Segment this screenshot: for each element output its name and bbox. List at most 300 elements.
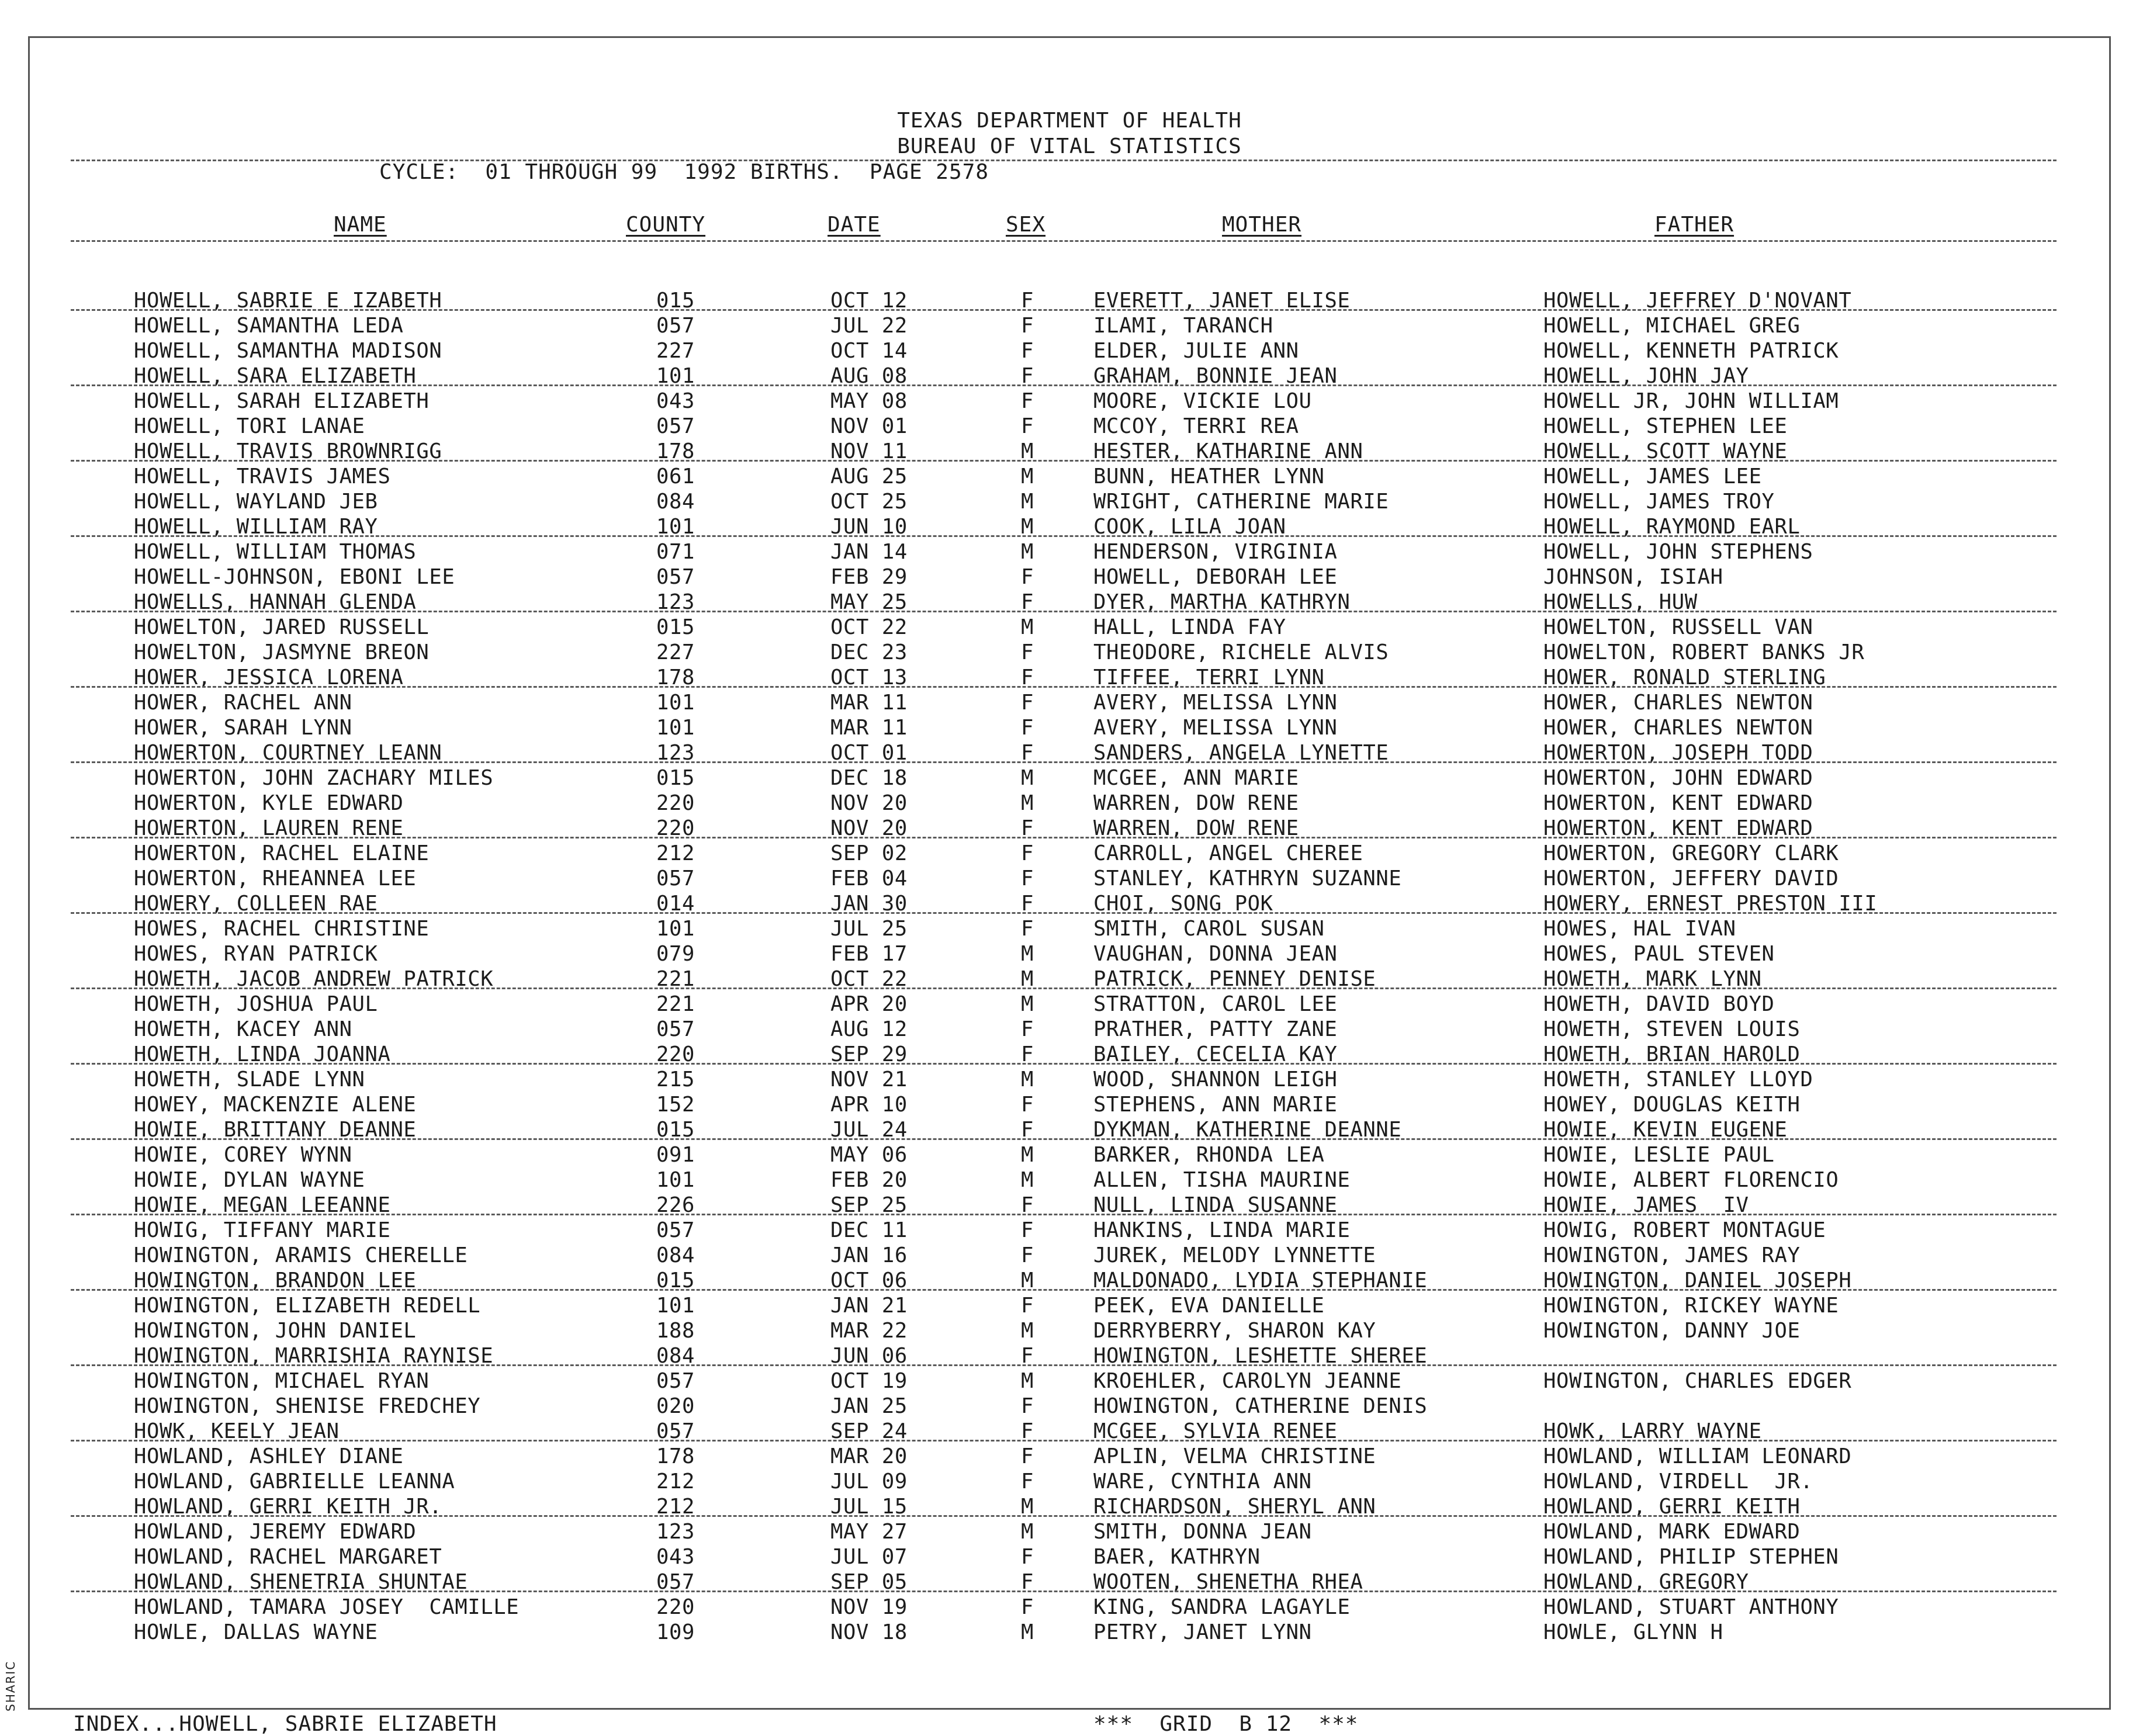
table-row	[30, 1042, 2109, 1067]
cell-father: HOWEY, DOUGLAS KEITH	[1543, 1093, 1801, 1117]
cell-father: HOWELTON, ROBERT BANKS JR	[1543, 640, 1865, 664]
cell-county: 178	[656, 1444, 695, 1468]
cell-father: HOWK, LARRY WAYNE	[1543, 1419, 1762, 1443]
cell-sex: F	[1021, 892, 1034, 916]
cell-father: HOWELL JR, JOHN WILLIAM	[1543, 389, 1839, 413]
cell-name: HOWLAND, JEREMY EDWARD	[134, 1520, 417, 1544]
cell-date: OCT 19	[830, 1369, 908, 1393]
cell-county: 227	[656, 640, 695, 664]
cell-county: 084	[656, 1344, 695, 1368]
column-header-mother: MOTHER	[1222, 213, 1302, 237]
table-row	[30, 866, 2109, 891]
cell-name: HOWK, KEELY JEAN	[134, 1419, 340, 1443]
cell-sex: F	[1021, 339, 1034, 363]
cell-mother: DYER, MARTHA KATHRYN	[1093, 590, 1351, 614]
table-row	[30, 992, 2109, 1017]
table-row	[30, 1017, 2109, 1042]
cell-sex: F	[1021, 1093, 1034, 1117]
cell-father: HOWIE, LESLIE PAUL	[1543, 1143, 1775, 1167]
cell-father: HOWLAND, WILLIAM LEONARD	[1543, 1444, 1852, 1468]
table-row	[30, 891, 2109, 916]
cell-mother: NULL, LINDA SUSANNE	[1093, 1193, 1338, 1217]
cell-father: HOWLAND, GREGORY	[1543, 1570, 1749, 1594]
cell-mother: AVERY, MELISSA LYNN	[1093, 691, 1338, 715]
cell-date: JUL 22	[830, 314, 908, 338]
cell-date: SEP 25	[830, 1193, 908, 1217]
cell-father: HOWLAND, STUART ANTHONY	[1543, 1595, 1839, 1619]
cell-sex: M	[1021, 942, 1034, 966]
cell-date: JAN 25	[830, 1394, 908, 1418]
cell-name: HOWELLS, HANNAH GLENDA	[134, 590, 417, 614]
cell-date: MAY 25	[830, 590, 908, 614]
table-row	[30, 1368, 2109, 1394]
cell-county: 101	[656, 1294, 695, 1318]
cell-date: OCT 22	[830, 967, 908, 991]
cell-sex: F	[1021, 1394, 1034, 1418]
cell-county: 220	[656, 791, 695, 815]
cell-county: 109	[656, 1620, 695, 1644]
cell-sex: M	[1021, 791, 1034, 815]
cell-county: 220	[656, 1042, 695, 1066]
cell-mother: AVERY, MELISSA LYNN	[1093, 716, 1338, 740]
cell-father: HOWERTON, GREGORY CLARK	[1543, 841, 1839, 865]
cell-mother: ILAMI, TARANCH	[1093, 314, 1273, 338]
cell-mother: STRATTON, CAROL LEE	[1093, 992, 1338, 1016]
cell-date: DEC 18	[830, 766, 908, 790]
cell-name: HOWERTON, COURTNEY LEANN	[134, 741, 442, 765]
cell-county: 057	[656, 1419, 695, 1443]
cell-county: 057	[656, 414, 695, 438]
cell-sex: M	[1021, 1068, 1034, 1092]
cell-mother: SMITH, CAROL SUSAN	[1093, 917, 1325, 941]
cell-mother: HESTER, KATHARINE ANN	[1093, 439, 1363, 463]
cell-name: HOWELL, TORI LANAE	[134, 414, 365, 438]
cell-father: HOWETH, DAVID BOYD	[1543, 992, 1775, 1016]
cell-mother: BAILEY, CECELIA KAY	[1093, 1042, 1338, 1066]
cell-date: DEC 11	[830, 1218, 908, 1242]
cell-name: HOWLE, DALLAS WAYNE	[134, 1620, 378, 1644]
cell-county: 212	[656, 1470, 695, 1494]
cell-name: HOWLAND, TAMARA JOSEY CAMILLE	[134, 1595, 520, 1619]
cell-date: MAR 22	[830, 1319, 908, 1343]
cell-sex: F	[1021, 1218, 1034, 1242]
cell-father: HOWETH, STANLEY LLOYD	[1543, 1068, 1813, 1092]
column-header-name: NAME	[334, 213, 387, 237]
cell-sex: F	[1021, 1243, 1034, 1267]
cell-name: HOWLAND, SHENETRIA SHUNTAE	[134, 1570, 468, 1594]
cell-sex: M	[1021, 490, 1034, 514]
department-title: TEXAS DEPARTMENT OF HEALTH	[897, 109, 1242, 133]
cell-county: 020	[656, 1394, 695, 1418]
cell-mother: STANLEY, KATHRYN SUZANNE	[1093, 867, 1402, 890]
cell-father: HOWINGTON, DANIEL JOSEPH	[1543, 1269, 1852, 1293]
cell-father: HOWLAND, PHILIP STEPHEN	[1543, 1545, 1839, 1569]
cell-county: 014	[656, 892, 695, 916]
cell-name: HOWELL, WAYLAND JEB	[134, 490, 378, 514]
cell-date: SEP 29	[830, 1042, 908, 1066]
cell-date: OCT 25	[830, 490, 908, 514]
cell-date: NOV 18	[830, 1620, 908, 1644]
cell-father: HOWELLS, HUW	[1543, 590, 1698, 614]
cell-name: HOWINGTON, ARAMIS CHERELLE	[134, 1243, 468, 1267]
bureau-title: BUREAU OF VITAL STATISTICS	[897, 134, 1242, 158]
cell-father: HOWELL, MICHAEL GREG	[1543, 314, 1801, 338]
cell-father: JOHNSON, ISIAH	[1543, 565, 1723, 589]
cell-sex: F	[1021, 1042, 1034, 1066]
cell-father: HOWELL, SCOTT WAYNE	[1543, 439, 1788, 463]
cell-sex: F	[1021, 289, 1034, 313]
cell-father: HOWIE, KEVIN EUGENE	[1543, 1118, 1788, 1142]
cell-mother: GRAHAM, BONNIE JEAN	[1093, 364, 1338, 388]
cell-date: OCT 14	[830, 339, 908, 363]
cell-name: HOWINGTON, MICHAEL RYAN	[134, 1369, 430, 1393]
cell-name: HOWINGTON, MARRISHIA RAYNISE	[134, 1344, 494, 1368]
cell-date: NOV 01	[830, 414, 908, 438]
cell-sex: M	[1021, 439, 1034, 463]
cell-father: HOWERTON, JEFFERY DAVID	[1543, 867, 1839, 890]
table-row	[30, 1117, 2109, 1142]
table-row	[30, 1067, 2109, 1092]
table-row	[30, 665, 2109, 690]
cell-county: 101	[656, 716, 695, 740]
cell-father: HOWELL, JOHN STEPHENS	[1543, 540, 1813, 564]
cell-father: HOWINGTON, JAMES RAY	[1543, 1243, 1801, 1267]
cell-date: FEB 04	[830, 867, 908, 890]
cell-name: HOWETH, LINDA JOANNA	[134, 1042, 391, 1066]
cell-date: OCT 06	[830, 1269, 908, 1293]
cell-mother: WARE, CYNTHIA ANN	[1093, 1470, 1312, 1494]
cell-county: 057	[656, 867, 695, 890]
cell-county: 015	[656, 1269, 695, 1293]
cell-date: OCT 01	[830, 741, 908, 765]
cell-date: JUN 06	[830, 1344, 908, 1368]
cell-county: 043	[656, 389, 695, 413]
table-row	[30, 414, 2109, 439]
cell-sex: F	[1021, 565, 1034, 589]
cell-name: HOWEY, MACKENZIE ALENE	[134, 1093, 417, 1117]
cell-county: 071	[656, 540, 695, 564]
cell-mother: EVERETT, JANET ELISE	[1093, 289, 1351, 313]
cell-father: HOWER, CHARLES NEWTON	[1543, 691, 1813, 715]
cell-mother: STEPHENS, ANN MARIE	[1093, 1093, 1338, 1117]
cell-county: 057	[656, 1369, 695, 1393]
table-row	[30, 539, 2109, 564]
cell-name: HOWELL, WILLIAM THOMAS	[134, 540, 417, 564]
cell-date: FEB 17	[830, 942, 908, 966]
cell-sex: F	[1021, 666, 1034, 689]
cell-date: MAY 27	[830, 1520, 908, 1544]
cell-sex: F	[1021, 1344, 1034, 1368]
table-row	[30, 464, 2109, 489]
cell-sex: M	[1021, 615, 1034, 639]
side-label: SHARIC	[4, 1660, 18, 1711]
cell-name: HOWELL, TRAVIS JAMES	[134, 465, 391, 488]
cell-name: HOWETH, JACOB ANDREW PATRICK	[134, 967, 494, 991]
cell-date: JUL 15	[830, 1495, 908, 1519]
cell-father: HOWELL, JEFFREY D'NOVANT	[1543, 289, 1852, 313]
cell-date: JAN 30	[830, 892, 908, 916]
cell-date: NOV 20	[830, 816, 908, 840]
cell-sex: F	[1021, 1193, 1034, 1217]
table-row	[30, 1519, 2109, 1544]
cell-date: MAR 20	[830, 1444, 908, 1468]
cell-sex: M	[1021, 967, 1034, 991]
cell-father: HOWIE, ALBERT FLORENCIO	[1543, 1168, 1839, 1192]
cell-name: HOWINGTON, ELIZABETH REDELL	[134, 1294, 481, 1318]
cell-mother: VAUGHAN, DONNA JEAN	[1093, 942, 1338, 966]
footer-grid: *** GRID B 12 ***	[1093, 1712, 1359, 1736]
cell-date: SEP 02	[830, 841, 908, 865]
cell-name: HOWIE, BRITTANY DEANNE	[134, 1118, 417, 1142]
table-row	[30, 439, 2109, 464]
cell-mother: PEEK, EVA DANIELLE	[1093, 1294, 1325, 1318]
cell-name: HOWERTON, JOHN ZACHARY MILES	[134, 766, 494, 790]
table-row	[30, 1268, 2109, 1293]
table-row	[30, 690, 2109, 715]
cell-father: HOWELTON, RUSSELL VAN	[1543, 615, 1813, 639]
cell-father: HOWETH, MARK LYNN	[1543, 967, 1762, 991]
cell-father: HOWINGTON, CHARLES EDGER	[1543, 1369, 1852, 1393]
table-row	[30, 1343, 2109, 1368]
cell-father: HOWERTON, JOSEPH TODD	[1543, 741, 1813, 765]
cell-father: HOWLAND, GERRI KEITH	[1543, 1495, 1801, 1519]
cell-mother: TIFFEE, TERRI LYNN	[1093, 666, 1325, 689]
cell-name: HOWERTON, RHEANNEA LEE	[134, 867, 417, 890]
cell-name: HOWIG, TIFFANY MARIE	[134, 1218, 391, 1242]
cell-father: HOWETH, STEVEN LOUIS	[1543, 1017, 1801, 1041]
table-row	[30, 841, 2109, 866]
cycle-info: CYCLE: 01 THROUGH 99 1992 BIRTHS. PAGE 2578	[379, 160, 989, 184]
table-row	[30, 816, 2109, 841]
cell-sex: F	[1021, 1118, 1034, 1142]
cell-father: HOWES, PAUL STEVEN	[1543, 942, 1775, 966]
cell-date: OCT 22	[830, 615, 908, 639]
cell-sex: F	[1021, 314, 1034, 338]
cell-sex: M	[1021, 1168, 1034, 1192]
cell-mother: MOORE, VICKIE LOU	[1093, 389, 1312, 413]
table-row	[30, 966, 2109, 992]
header-divider	[71, 160, 2057, 161]
cell-sex: F	[1021, 917, 1034, 941]
cell-mother: MCGEE, ANN MARIE	[1093, 766, 1299, 790]
cell-date: SEP 05	[830, 1570, 908, 1594]
cell-mother: BARKER, RHONDA LEA	[1093, 1143, 1325, 1167]
cell-date: JAN 21	[830, 1294, 908, 1318]
cell-county: 101	[656, 917, 695, 941]
cell-date: SEP 24	[830, 1419, 908, 1443]
cell-date: FEB 20	[830, 1168, 908, 1192]
cell-father: HOWINGTON, RICKEY WAYNE	[1543, 1294, 1839, 1318]
cell-date: JUL 09	[830, 1470, 908, 1494]
cell-name: HOWINGTON, SHENISE FREDCHEY	[134, 1394, 481, 1418]
cell-mother: WARREN, DOW RENE	[1093, 791, 1299, 815]
cell-sex: M	[1021, 540, 1034, 564]
table-row	[30, 1092, 2109, 1117]
table-row	[30, 1193, 2109, 1218]
cell-name: HOWES, RYAN PATRICK	[134, 942, 378, 966]
cell-sex: F	[1021, 640, 1034, 664]
cell-date: DEC 23	[830, 640, 908, 664]
cell-name: HOWELL, SABRIE E IZABETH	[134, 289, 442, 313]
cell-name: HOWELTON, JARED RUSSELL	[134, 615, 430, 639]
cell-mother: ALLEN, TISHA MAURINE	[1093, 1168, 1351, 1192]
cell-county: 057	[656, 1218, 695, 1242]
cell-county: 188	[656, 1319, 695, 1343]
table-row	[30, 338, 2109, 363]
cell-father: HOWLAND, MARK EDWARD	[1543, 1520, 1801, 1544]
cell-name: HOWLAND, GERRI KEITH JR.	[134, 1495, 442, 1519]
cell-county: 152	[656, 1093, 695, 1117]
cell-county: 101	[656, 364, 695, 388]
cell-county: 178	[656, 439, 695, 463]
table-row	[30, 590, 2109, 615]
cell-mother: RICHARDSON, SHERYL ANN	[1093, 1495, 1376, 1519]
column-header-father: FATHER	[1654, 213, 1735, 237]
cell-sex: M	[1021, 465, 1034, 488]
table-row	[30, 1544, 2109, 1569]
cell-name: HOWIE, COREY WYNN	[134, 1143, 352, 1167]
cell-mother: JUREK, MELODY LYNNETTE	[1093, 1243, 1376, 1267]
cell-county: 220	[656, 816, 695, 840]
cell-name: HOWINGTON, BRANDON LEE	[134, 1269, 417, 1293]
table-row	[30, 1293, 2109, 1318]
column-header-divider	[71, 240, 2057, 242]
cell-father: HOWLE, GLYNN H	[1543, 1620, 1723, 1644]
table-row	[30, 1218, 2109, 1243]
table-row	[30, 1620, 2109, 1645]
cell-father: HOWELL, JAMES LEE	[1543, 465, 1762, 488]
cell-sex: F	[1021, 1595, 1034, 1619]
cell-sex: F	[1021, 841, 1034, 865]
cell-mother: PETRY, JANET LYNN	[1093, 1620, 1312, 1644]
cell-county: 079	[656, 942, 695, 966]
table-row	[30, 1569, 2109, 1595]
table-row	[30, 514, 2109, 539]
cell-date: JUL 25	[830, 917, 908, 941]
cell-father: HOWELL, RAYMOND EARL	[1543, 515, 1801, 539]
cell-mother: HOWELL, DEBORAH LEE	[1093, 565, 1338, 589]
cell-date: APR 20	[830, 992, 908, 1016]
cell-mother: WRIGHT, CATHERINE MARIE	[1093, 490, 1389, 514]
cell-county: 091	[656, 1143, 695, 1167]
cell-sex: F	[1021, 867, 1034, 890]
cell-father: HOWER, CHARLES NEWTON	[1543, 716, 1813, 740]
cell-mother: THEODORE, RICHELE ALVIS	[1093, 640, 1389, 664]
cell-county: 178	[656, 666, 695, 689]
cell-mother: MCGEE, SYLVIA RENEE	[1093, 1419, 1338, 1443]
table-row	[30, 765, 2109, 791]
table-row	[30, 564, 2109, 590]
cell-sex: F	[1021, 389, 1034, 413]
cell-father: HOWERTON, JOHN EDWARD	[1543, 766, 1813, 790]
cell-father: HOWETH, BRIAN HAROLD	[1543, 1042, 1801, 1066]
cell-date: MAR 11	[830, 716, 908, 740]
cell-father: HOWELL, JAMES TROY	[1543, 490, 1775, 514]
cell-sex: F	[1021, 590, 1034, 614]
column-header-date: DATE	[828, 213, 881, 237]
cell-father: HOWELL, JOHN JAY	[1543, 364, 1749, 388]
cell-father: HOWERTON, KENT EDWARD	[1543, 791, 1813, 815]
cell-sex: M	[1021, 1620, 1034, 1644]
cell-sex: M	[1021, 1495, 1034, 1519]
cell-county: 057	[656, 565, 695, 589]
table-row	[30, 1394, 2109, 1419]
cell-mother: WOOTEN, SHENETHA RHEA	[1093, 1570, 1363, 1594]
cell-sex: M	[1021, 515, 1034, 539]
cell-name: HOWINGTON, JOHN DANIEL	[134, 1319, 417, 1343]
table-row	[30, 489, 2109, 514]
table-row	[30, 1494, 2109, 1519]
cell-father: HOWERTON, KENT EDWARD	[1543, 816, 1813, 840]
cell-county: 061	[656, 465, 695, 488]
cell-sex: M	[1021, 1319, 1034, 1343]
cell-father: HOWINGTON, DANNY JOE	[1543, 1319, 1801, 1343]
cell-mother: BUNN, HEATHER LYNN	[1093, 465, 1325, 488]
cell-mother: CHOI, SONG POK	[1093, 892, 1273, 916]
cell-date: NOV 11	[830, 439, 908, 463]
table-row	[30, 640, 2109, 665]
cell-father: HOWLAND, VIRDELL JR.	[1543, 1470, 1813, 1494]
cell-father: HOWIE, JAMES IV	[1543, 1193, 1749, 1217]
cell-sex: M	[1021, 1269, 1034, 1293]
cell-mother: SANDERS, ANGELA LYNETTE	[1093, 741, 1389, 765]
cell-date: MAR 11	[830, 691, 908, 715]
cell-date: JAN 16	[830, 1243, 908, 1267]
cell-name: HOWELTON, JASMYNE BREON	[134, 640, 430, 664]
cell-sex: M	[1021, 766, 1034, 790]
cell-county: 123	[656, 1520, 695, 1544]
cell-name: HOWERY, COLLEEN RAE	[134, 892, 378, 916]
column-header-county: COUNTY	[626, 213, 706, 237]
cell-mother: SMITH, DONNA JEAN	[1093, 1520, 1312, 1544]
table-row	[30, 740, 2109, 765]
cell-date: MAY 08	[830, 389, 908, 413]
table-row	[30, 1167, 2109, 1193]
cell-county: 057	[656, 314, 695, 338]
cell-county: 101	[656, 691, 695, 715]
cell-name: HOWELL, SARA ELIZABETH	[134, 364, 417, 388]
cell-county: 043	[656, 1545, 695, 1569]
cell-county: 084	[656, 490, 695, 514]
cell-name: HOWER, JESSICA LORENA	[134, 666, 404, 689]
cell-mother: WOOD, SHANNON LEIGH	[1093, 1068, 1338, 1092]
cell-date: JAN 14	[830, 540, 908, 564]
cell-mother: MCCOY, TERRI REA	[1093, 414, 1299, 438]
table-row	[30, 615, 2109, 640]
cell-name: HOWLAND, RACHEL MARGARET	[134, 1545, 442, 1569]
cell-mother: WARREN, DOW RENE	[1093, 816, 1299, 840]
cell-date: FEB 29	[830, 565, 908, 589]
cell-date: MAY 06	[830, 1143, 908, 1167]
table-row	[30, 941, 2109, 966]
table-row	[30, 1444, 2109, 1469]
cell-mother: KROEHLER, CAROLYN JEANNE	[1093, 1369, 1402, 1393]
table-row	[30, 916, 2109, 941]
cell-county: 101	[656, 1168, 695, 1192]
cell-mother: COOK, LILA JOAN	[1093, 515, 1286, 539]
cell-father: HOWER, RONALD STERLING	[1543, 666, 1826, 689]
cell-date: JUL 24	[830, 1118, 908, 1142]
table-row	[30, 1595, 2109, 1620]
cell-date: NOV 19	[830, 1595, 908, 1619]
cell-name: HOWETH, SLADE LYNN	[134, 1068, 365, 1092]
cell-name: HOWELL, SAMANTHA MADISON	[134, 339, 442, 363]
cell-county: 212	[656, 1495, 695, 1519]
cell-name: HOWELL, SAMANTHA LEDA	[134, 314, 404, 338]
cell-sex: M	[1021, 992, 1034, 1016]
table-row	[30, 715, 2109, 740]
cell-mother: HOWINGTON, CATHERINE DENIS	[1093, 1394, 1428, 1418]
